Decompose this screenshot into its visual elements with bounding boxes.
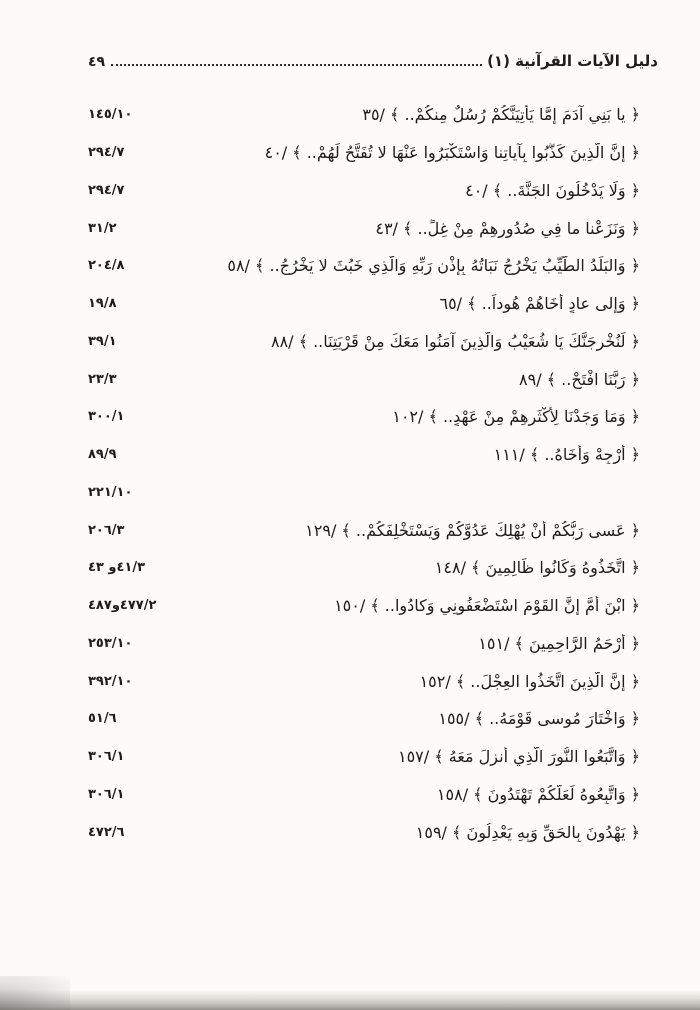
verse-entry-row	[88, 398, 640, 436]
verse-text: ﴿ إِنَّ الَّذِينَ اتَّخَذُوا العِجْلَ.. ﴾ /١٥٢	[419, 671, 640, 691]
verse-entry-row	[88, 813, 640, 851]
page-line-reference: ٣٠٦/١	[88, 749, 125, 765]
verse-text: ﴿ وَاخْتَارَ مُوسى قَوْمَهُ.. ﴾ /١٥٥	[438, 709, 640, 729]
verse-entry-row	[88, 511, 640, 549]
verse-text: ﴿ رَبَّنَا افْتَحْ.. ﴾ /٨٩	[519, 369, 640, 389]
verse-entry-row	[88, 738, 640, 776]
verse-text: ﴿ يا بَنِي آدَمَ إِمَّا يَأْتِيَنَّكُمْ رُسُلٌ مِنكُمْ.. ﴾ /٣٥	[362, 105, 640, 125]
page-line-reference: ٣١/٢	[88, 220, 117, 236]
verse-text: ﴿ أَرْجِهْ وَأَخَاهُ.. ﴾ /١١١	[493, 445, 640, 465]
verse-entry-row	[88, 700, 640, 738]
verse-entry-row	[88, 247, 640, 285]
page-line-reference: ١٩/٨	[88, 296, 117, 312]
verse-entry-row	[88, 285, 640, 323]
page-line-reference: ٣٠٦/١	[88, 786, 125, 802]
verse-text: ﴿ وَلَا يَدْخُلُونَ الجَنَّةَ.. ﴾ /٤٠	[465, 180, 640, 200]
verse-text: ﴿ وَاتَّبَعُوا النُّورَ الَّذِي أُنزِلَ مَعَهُ ﴾ /١٥٧	[397, 747, 640, 767]
verse-entry-row	[88, 474, 640, 512]
verse-entry-row	[88, 96, 640, 134]
page-line-reference: ١٤٥/١٠	[88, 107, 133, 123]
page-line-reference: ٣٩٢/١٠	[88, 673, 133, 689]
verse-text: ﴿ وَالبَلَدُ الطَّيِّبُ يَخْرُجُ نَبَاتُهُ بِإِذْنِ رَبِّهِ وَالَّذِي خَبُثَ لا يَخْرُجُ.. ﴾ /٥٨	[227, 256, 640, 276]
page-header	[0, 0, 700, 70]
verse-entry-row	[88, 436, 640, 474]
verse-index-list	[0, 70, 700, 851]
verse-entry-row	[88, 172, 640, 210]
verse-text: ﴿ يَهْدُونَ بِالحَقِّ وَبِهِ يَعْدِلُونَ ﴾ /١٥٩	[415, 822, 640, 842]
page-number: ٤٩	[88, 54, 106, 70]
verse-text: ﴿ اتَّخَذُوهُ وَكَانُوا ظَالِمِينَ ﴾ /١٤٨	[434, 558, 640, 578]
verse-entry-row	[88, 776, 640, 814]
verse-text: ﴿ وَنَزَعْنا ما فِي صُدُورِهِمْ مِنْ غِلٍّ.. ﴾ /٤٣	[375, 218, 640, 238]
page-line-reference: ٢٢١/١٠	[88, 484, 133, 500]
page-line-reference: ٤١/٣و ٤٣	[88, 560, 146, 576]
verse-entry-row	[88, 587, 640, 625]
page-line-reference: ٢٠٤/٨	[88, 258, 125, 274]
verse-text: ﴿ إِنَّ الَّذِينَ كَذَّبُوا بِآياتِنا وَاسْتَكْبَرُوا عَنْهَا لا تُفَتَّحُ لَهُمْ.. ﴾ /٤٠	[264, 143, 640, 163]
page-line-reference: ٨٩/٩	[88, 447, 117, 463]
verse-text: ﴿ لَنُخْرِجَنَّكَ يَا شُعَيْبُ وَالَّذِينَ آمَنُوا مَعَكَ مِنْ قَرْيَتِنَا.. ﴾ /٨٨	[270, 331, 640, 351]
verse-entry-row	[88, 323, 640, 361]
verse-text: ﴿ عَسى رَبُّكُمْ أَنْ يُهْلِكَ عَدُوَّكُمْ وَيَسْتَخْلِفَكُمْ.. ﴾ /١٢٩	[305, 520, 640, 540]
verse-entry-row	[88, 209, 640, 247]
verse-entry-row	[88, 134, 640, 172]
page-line-reference: ٤٧٢/٦	[88, 824, 125, 840]
page-line-reference: ٢٩٤/٧	[88, 145, 125, 161]
page-line-reference: ٢٩٤/٧	[88, 182, 125, 198]
page-header-title: دليل الآيات القرآنية (١)	[487, 52, 658, 70]
page-line-reference: ٥١/٦	[88, 711, 117, 727]
verse-entry-row	[88, 549, 640, 587]
page-line-reference: ٣٠٠/١	[88, 409, 125, 425]
scan-edge-shadow	[0, 990, 700, 1010]
page-line-reference: ٤٧٧/٢و٤٨٧	[88, 598, 157, 614]
verse-text: ﴿ أَرْحَمُ الرَّاحِمِينَ ﴾ /١٥١	[478, 633, 640, 653]
verse-entry-row	[88, 360, 640, 398]
verse-text: ﴿ ابْنَ أُمَّ إِنَّ القَوْمَ اسْتَضْعَفُونِي وَكادُوا.. ﴾ /١٥٠	[334, 596, 640, 616]
verse-text: ﴿ وَإِلى عادٍ أَخَاهُمْ هُوداً.. ﴾ /٦٥	[439, 294, 640, 314]
verse-entry-row	[88, 625, 640, 663]
verse-entry-row	[88, 662, 640, 700]
page-line-reference: ٣٩/١	[88, 333, 117, 349]
page-line-reference: ٢٣/٣	[88, 371, 117, 387]
page-line-reference: ٢٥٣/١٠	[88, 635, 133, 651]
verse-text: ﴿ وَمَا وَجَدْنَا لِأَكْثَرِهِمْ مِنْ عَهْدٍ.. ﴾ /١٠٢	[392, 407, 640, 427]
verse-text: ﴿ وَاتَّبِعُوهُ لَعَلَّكُمْ تَهْتَدُونَ ﴾ /١٥٨	[436, 784, 640, 804]
dotted-leader	[111, 64, 482, 66]
page-line-reference: ٢٠٦/٣	[88, 522, 125, 538]
